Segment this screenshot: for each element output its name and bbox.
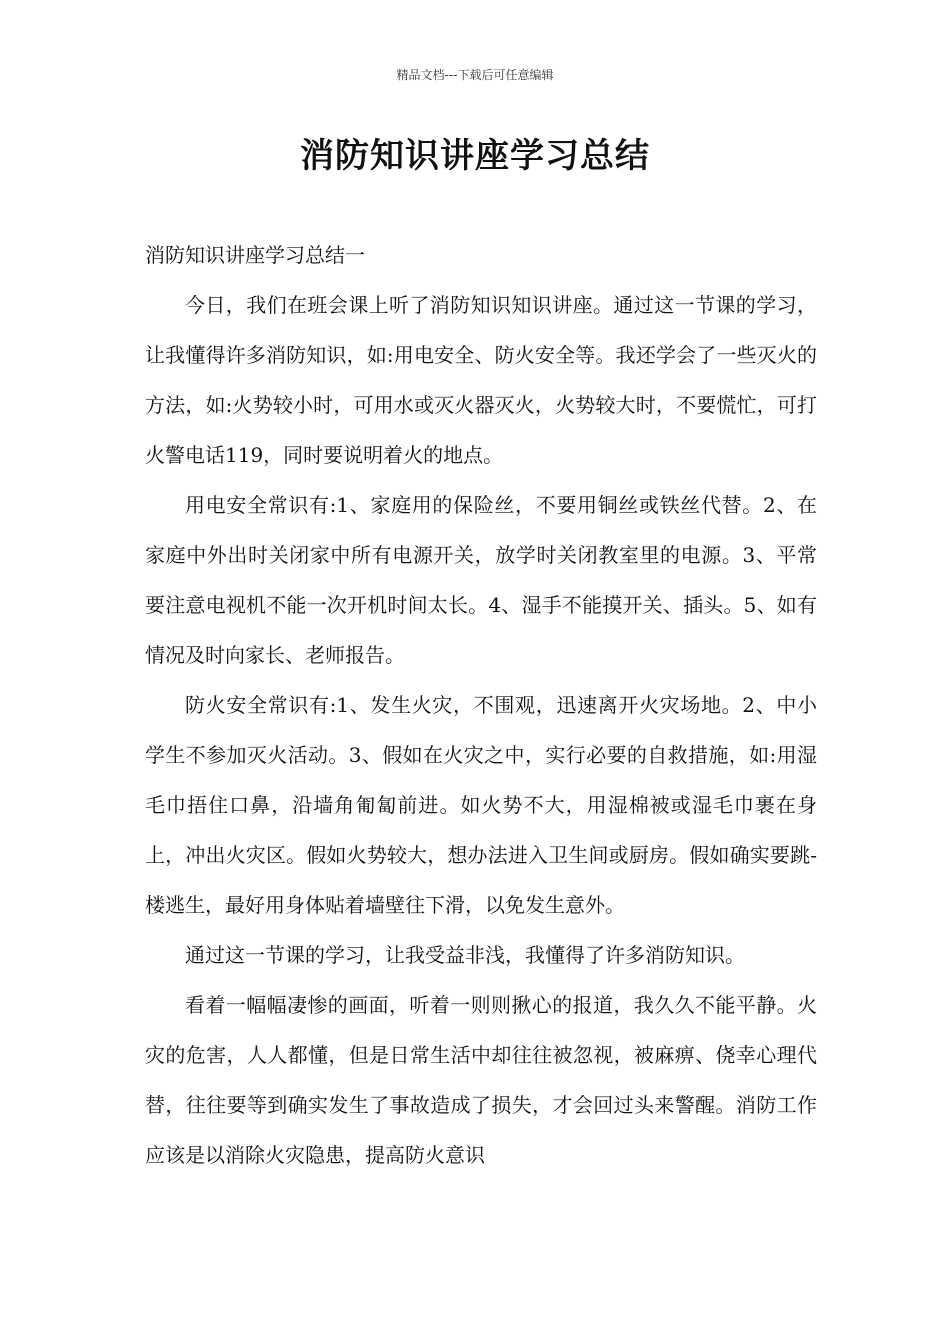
document-title: 消防知识讲座学习总结 [300, 136, 650, 176]
paragraph: 通过这一节课的学习，让我受益非浅，我懂得了许多消防知识。 [185, 943, 745, 967]
header-note: 精品文档---下载后可任意编辑 [396, 68, 554, 82]
paragraph: 用电安全常识有:1、家庭用的保险丝，不要用铜丝或铁丝代替。2、在家庭中外出时关闭家中所有电源开关，放学时关闭教室里的电源。3、平常要注意电视机不能一次开机时间太长。4、湿手不能摸开关、插头。5、如有情况及时向家长、老师报告。 [145, 493, 817, 667]
paragraph: 防火安全常识有:1、发生火灾，不围观，迅速离开火灾场地。2、中小学生不参加灭火活动。3、假如在火灾之中，实行必要的自救措施，如:用湿毛巾捂住口鼻，沿墙角匍匐前进。如火势不大，用湿棉被或湿毛巾裹在身上，冲出火灾区。假如火势较大，想办法进入卫生间或厨房。假如确实要跳-楼逃生，最好用身体贴着墙壁往下滑，以免发生意外。 [145, 693, 817, 917]
paragraph: 看着一幅幅凄惨的画面，听着一则则揪心的报道，我久久不能平静。火灾的危害，人人都懂，但是日常生活中却往往被忽视，被麻痹、侥幸心理代替，往往要等到确实发生了事故造成了损失，才会回过头来警醒。消防工作应该是以消除火灾隐患，提高防火意识 [145, 993, 817, 1167]
paragraph: 今日，我们在班会课上听了消防知识知识讲座。通过这一节课的学习，让我懂得许多消防知识，如:用电安全、防火安全等。我还学会了一些灭火的方法，如:火势较小时，可用水或灭火器灭火，火势较大时，不要慌忙，可打火警电话119，同时要说明着火的地点。 [145, 293, 817, 467]
section-subtitle: 消防知识讲座学习总结一 [145, 243, 365, 267]
document-body [145, 230, 817, 1180]
